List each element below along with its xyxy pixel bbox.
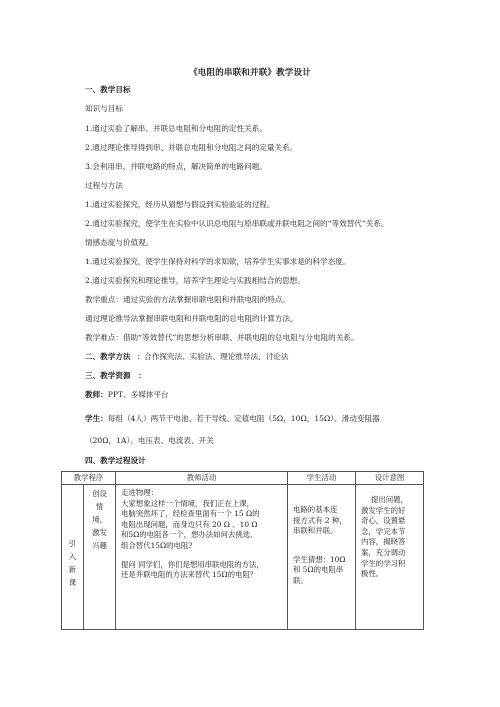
page-title: 《电阻的串联和并联》教学设计 <box>189 68 311 78</box>
student-label: 学生： <box>85 414 108 423</box>
knowledge-item-3: 3.会利用串、并联电路的特点，解决简单的电路问题。 <box>85 162 267 171</box>
teacher-line: 组合替代15Ω的电阻? <box>121 540 193 550</box>
key-point-1: 教学重点：通过实验的方法掌握串联电阻和并联电阻的特点。 <box>85 295 291 304</box>
process-item-2: 2.通过实验探究，使学生在实验中认识总电阻与原串联或并联电阻之间的“等效替代”关系。 <box>85 219 389 228</box>
header-teacher: 教师活动 <box>116 472 288 485</box>
section-teaching-methods <box>85 352 288 362</box>
intent-line: 念，学完本节 <box>361 526 406 536</box>
teacher-text: PPT、多媒体平台 <box>107 390 169 399</box>
intent-line: 学生的学习积 <box>361 558 406 568</box>
teacher-line: 和5Ω的电阻各一个，想办法如何去挑选、 <box>121 530 258 540</box>
intent-line: 激发学生的好 <box>361 505 406 515</box>
student-resources <box>85 414 380 424</box>
knowledge-item-2: 2.通过理论推导得到串、并联总电阻和分电阻之间的定量关系。 <box>85 143 298 152</box>
subheading-emotion: 情感态度与价值观。 <box>85 238 154 247</box>
table-header-row <box>62 472 424 485</box>
teacher-resources <box>85 390 169 400</box>
intent-line: 内容，揭晓答 <box>361 537 406 547</box>
sub-stage-text: 创设情境，激发兴趣 <box>92 489 107 550</box>
student-text: 每组（4人）两节干电池、若干导线、定值电阻（5Ω，10Ω，15Ω）、滑动变阻器 <box>107 414 380 423</box>
process-item-1: 1.通过实验探究，经历从猜想与假设到实验验证的过程。 <box>85 200 275 209</box>
difficulty-point: 教学难点：借助“等效替代”的思想分析串联、并联电阻的总电阻与分电阻的关系。 <box>85 333 359 342</box>
section-teaching-goals: 一、教学目标 <box>85 85 131 94</box>
student-line: 电路的基本连 <box>293 505 338 514</box>
teacher-label: 教师： <box>85 390 108 399</box>
section-teaching-resources: 三、教学资源 ： <box>85 371 146 380</box>
stage-cell <box>62 485 84 630</box>
subheading-process: 过程与方法 <box>85 181 123 190</box>
student-line: 串联和并联。 <box>293 526 338 536</box>
process-table <box>61 471 424 630</box>
sub-stage-cell <box>84 485 116 630</box>
header-program: 教学程序 <box>62 472 116 485</box>
section-teaching-process: 四、教学过程设计 <box>85 456 146 465</box>
intent-line: 极性。 <box>361 569 384 579</box>
teacher-line: 电阻出现问题，而身边只有 20 Ω 、10 Ω <box>121 519 258 529</box>
teacher-activity-cell <box>116 485 288 630</box>
design-intent-cell <box>356 485 424 630</box>
student-line: 学生猜想：10Ω <box>293 554 346 564</box>
student-activity-cell <box>288 485 356 630</box>
emotion-item-2: 2.通过实验探究和理论推导，培养学生理论与实践相结合的思想。 <box>85 276 305 285</box>
table-row <box>62 485 424 630</box>
emotion-item-1: 1.通过实验探究，使学生保持对科学的求知欲，培养学生实事求是的科学态度。 <box>85 257 351 266</box>
subheading-knowledge: 知识与目标 <box>85 104 123 113</box>
teacher-line: 大家想象这样一个情境，我们正在上课， <box>121 498 255 508</box>
teacher-line: 走进物理： <box>121 488 158 497</box>
teacher-line: 电脑突然坏了，经检查里面有一个 15 Ω的 <box>121 509 260 519</box>
methods-text: ：合作探究法、实验法、理论推导法、讨论法 <box>136 352 289 361</box>
student-line: 联。 <box>293 575 308 585</box>
student-line: 和 5Ω的电阻串 <box>293 565 344 575</box>
header-student: 学生活动 <box>288 472 356 485</box>
teacher-line: 提问 同学们，你们是想用串联电阻的方法， <box>121 559 264 569</box>
intent-line: 奇心，设置悬 <box>361 516 406 526</box>
intent-line: 案，充分调动 <box>361 547 406 557</box>
stage-text: 引入新课 <box>68 539 77 587</box>
knowledge-item-1: 1.通过实验了解串、并联总电阻和分电阻的定性关系。 <box>85 124 267 133</box>
teacher-line: 还是并联电阻的方法来替代 15Ω的电阻？ <box>121 570 258 580</box>
header-intent: 设计意图 <box>356 472 424 485</box>
student-resources-cont: （20Ω，1A）、电压表、电流表、开关 <box>85 436 214 445</box>
student-line: 接方式有 2 种， <box>293 515 347 525</box>
key-point-2: 通过理论推导法掌握串联电阻和并联电阻的总电阻的计算方法。 <box>85 314 298 323</box>
methods-label: 二、教学方法 <box>85 352 131 361</box>
intent-line: 提出问题， <box>371 495 408 504</box>
